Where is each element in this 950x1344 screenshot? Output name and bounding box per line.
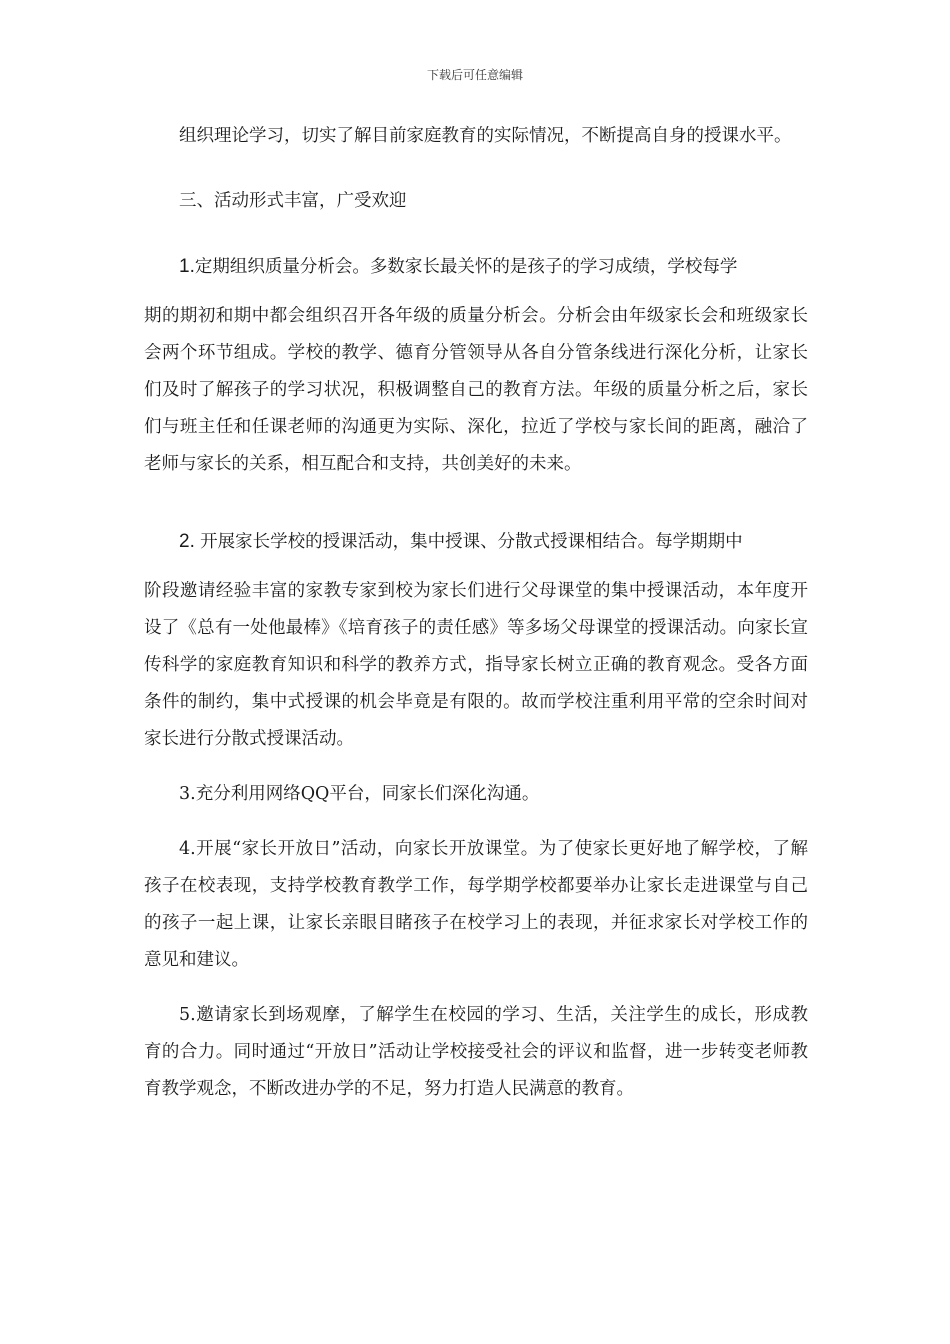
download-note: 下载后可任意编辑 [426,68,523,82]
list-item-5: 5.邀请家长到场观摩，了解学生在校园的学习、生活，关注学生的成长，形成教育的合力。同时通过“开放日”活动让学校接受社会的评议和监督，进一步转变老师教育教学观念，不断改进办学的不足，努力打造人民满意的教育。 [144,1005,808,1099]
list-item-2-first-line: 开展家长学校的授课活动，集中授课、分散式授课相结合。每学期期中 [200,532,743,552]
list-item-2 [144,523,808,758]
section-heading-3: 三、活动形式丰富，广受欢迎 [179,191,407,211]
list-item-2-body: 阶段邀请经验丰富的家教专家到校为家长们进行父母课堂的集中授课活动，本年度开设了《总有一处他最棒》《培育孩子的责任感》等多场父母课堂的授课活动。向家长宣传科学的家庭教育知识和科学的教养方式，指导家长树立正确的教育观念。受各方面条件的制约，集中式授课的机会毕竟是有限的。故而学校注重利用平常的空余时间对家长进行分散式授课活动。 [144,581,808,749]
paragraph-intro: 组织理论学习，切实了解目前家庭教育的实际情况，不断提高自身的授课水平。 [179,126,792,146]
list-item-1 [144,248,808,483]
list-item-2-number: 2. [179,531,201,552]
list-item-1-first-line: 定期组织质量分析会。多数家长最关怀的是孩子的学习成绩，学校每学 [194,257,738,277]
document-body [144,118,808,1108]
list-item-1-number: 1. [179,256,195,277]
list-item-1-body: 期的期初和期中都会组织召开各年级的质量分析会。分析会由年级家长会和班级家长会两个环节组成。学校的教学、德育分管领导从各自分管条线进行深化分析，让家长们及时了解孩子的学习状况，积极调整自己的教育方法。年级的质量分析之后，家长们与班主任和任课老师的沟通更为实际、深化，拉近了学校与家长间的距离，融洽了老师与家长的关系，相互配合和支持，共创美好的未来。 [144,306,808,474]
list-item-3: 3.充分利用网络QQ平台，同家长们深化沟通。 [179,784,540,804]
list-item-4: 4.开展“家长开放日”活动，向家长开放课堂。为了使家长更好地了解学校，了解孩子在校表现，支持学校教育教学工作，每学期学校都要举办让家长走进课堂与自己的孩子一起上课，让家长亲眼目睹孩子在校学习上的表现，并征求家长对学校工作的意见和建议。 [144,839,808,970]
